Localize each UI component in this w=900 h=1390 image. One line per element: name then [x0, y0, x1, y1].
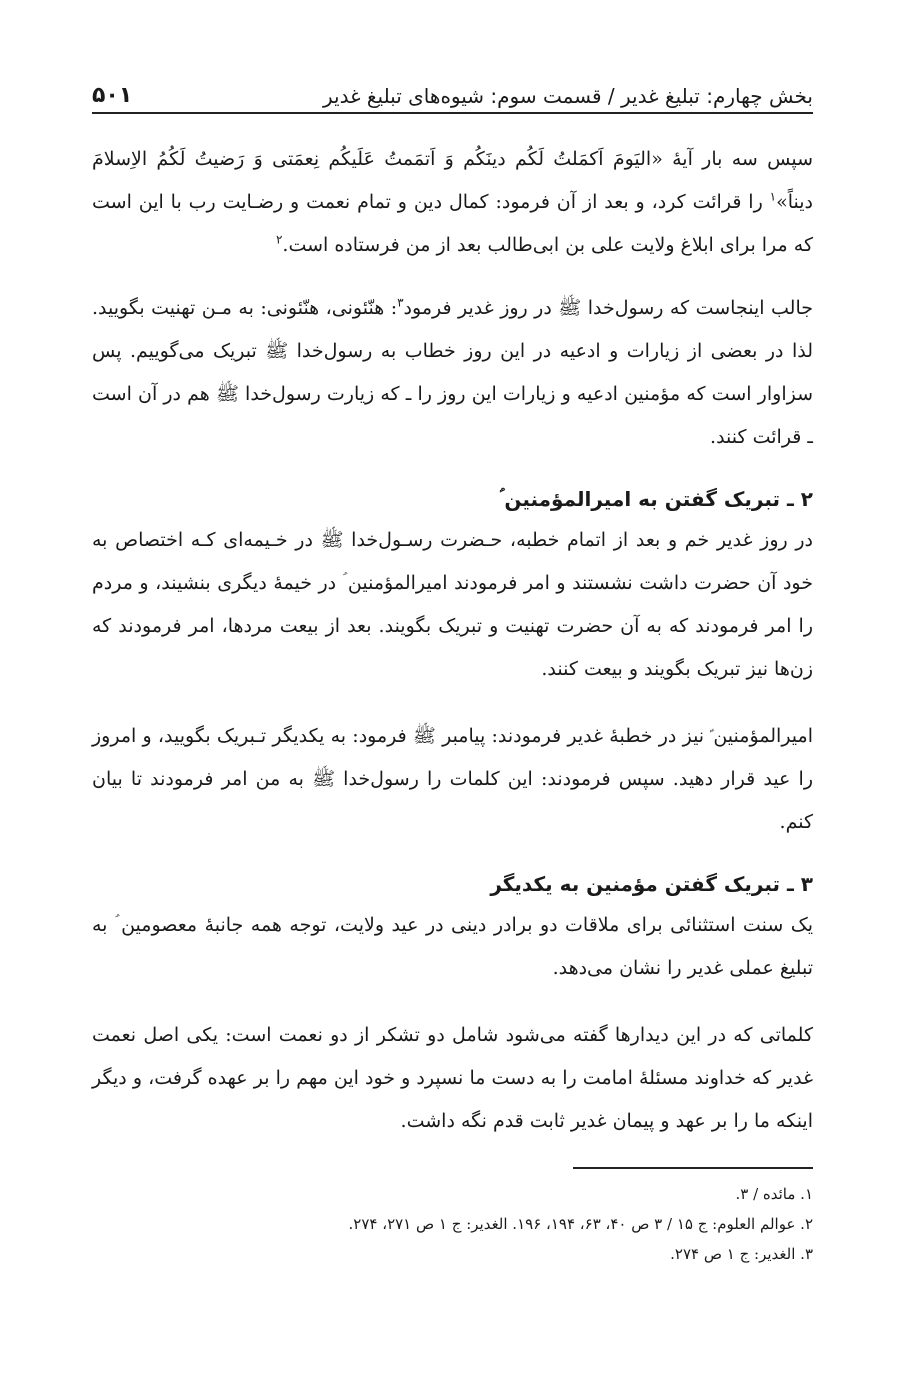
running-head: [92, 62, 813, 114]
paragraph-verse: [92, 138, 813, 267]
footnote-1: ۱. مائده / ۳.: [735, 1185, 813, 1203]
section-3-paragraph-1: یک سنت استثنائی برای ملاقات دو برادر دینی در عید ولایت، توجه همه جانبهٔ معصومین ؑ به تبلیغ عملی غدیر را نشان می‌دهد.: [92, 914, 813, 979]
page-number: ۵۰۱: [92, 83, 133, 108]
footnote-3: ۳. الغدیر: ج ۱ ص ۲۷۴.: [670, 1245, 813, 1263]
footnote-ref-3: ۳: [397, 295, 404, 310]
book-page: [92, 62, 813, 1362]
footnote-ref-1: ۱: [769, 189, 777, 204]
paragraph-congratulations-text: : هنّئونی، هنّئونی: به مـن تهنیت بگویید. لذا در بعضی از زیارات و ادعیه در این روز خطاب به رسول‌خدا ﷺ تبریک می‌گوییم. پس سزاوار است که مؤمنین ادعیه و زیارات این روز را ـ که زیارت رسول‌خدا ﷺ هم در آن است ـ قرائت کنند.: [92, 297, 813, 448]
footnotes: [92, 1179, 813, 1269]
paragraph-verse-text: را قرائت کرد، و بعد از آن فرمود: کمال دین و تمام نعمت و رضـایت رب با این است که مرا برای ابلاغ ولایت علی بن ابی‌طالب بعد از من فرستاده است.: [92, 191, 813, 256]
section-2-paragraph-1: در روز غدیر خم و بعد از اتمام خطبه، حـضرت رسـول‌خدا ﷺ در خـیمه‌ای کـه اختصاص به خود آن حضرت داشت نشستند و امر فرمودند امیرالمؤمنین ؑ در خیمهٔ دیگری بنشیند، و مردم را امر فرمودند که به آن حضرت تهنیت و تبریک بگویند. بعد از بیعت مردها، امر فرمودند که زن‌ها نیز تبریک بگویند و بیعت کنند.: [92, 529, 813, 680]
running-title: بخش چهارم: تبلیغ غدیر / قسمت سوم: شیوه‌های تبلیغ غدیر: [322, 84, 813, 108]
paragraph-verse-lead: سپس سه بار آیهٔ: [662, 148, 813, 170]
section-heading-3: ۳ ـ تبریک گفتن مؤمنین به یکدیگر: [490, 872, 813, 896]
footnote-divider: [573, 1167, 813, 1169]
paragraph-congratulations-lead: جالب اینجاست که رسول‌خدا ﷺ در روز غدیر فرمود: [403, 297, 813, 319]
footnote-ref-2: ۲: [275, 232, 283, 247]
section-heading-2: ۲ ـ تبریک گفتن به امیرالمؤمنین ؑ: [499, 487, 813, 511]
paragraph-congratulations: [92, 287, 813, 459]
section-3-paragraph-2: کلماتی که در این دیدارها گفته می‌شود شامل دو تشکر از دو نعمت است: یکی اصل نعمت غدیر که خداوند مسئلهٔ امامت را به دست ما نسپرد و خود این مهم را بر عهده گرفت، و دیگر اینکه ما را بر عهد و پیمان غدیر ثابت قدم نگه داشت.: [92, 1024, 813, 1132]
body-text: [92, 138, 813, 1143]
quran-verse: «الیَومَ اَکمَلتُ لَکُم دینَکُم وَ اَتمَمتُ عَلَیکُم نِعمَتی وَ رَضیتُ لَکُمُ الاِسلامَ دیناً»: [92, 148, 813, 213]
section-2-paragraph-2: امیرالمؤمنین ؑ نیز در خطبهٔ غدیر فرمودند: پیامبر ﷺ فرمود: به یکدیگر تـبریک بگویید، و امروز را عید قرار دهید. سپس فرمودند: این کلمات را رسول‌خدا ﷺ به من امر فرمودند تا بیان کنم.: [92, 725, 813, 833]
footnote-2: ۲. عوالم العلوم: ج ۱۵ / ۳ ص ۴۰، ۶۳، ۱۹۴، ۱۹۶. الغدیر: ج ۱ ص ۲۷۱، ۲۷۴.: [348, 1215, 813, 1233]
